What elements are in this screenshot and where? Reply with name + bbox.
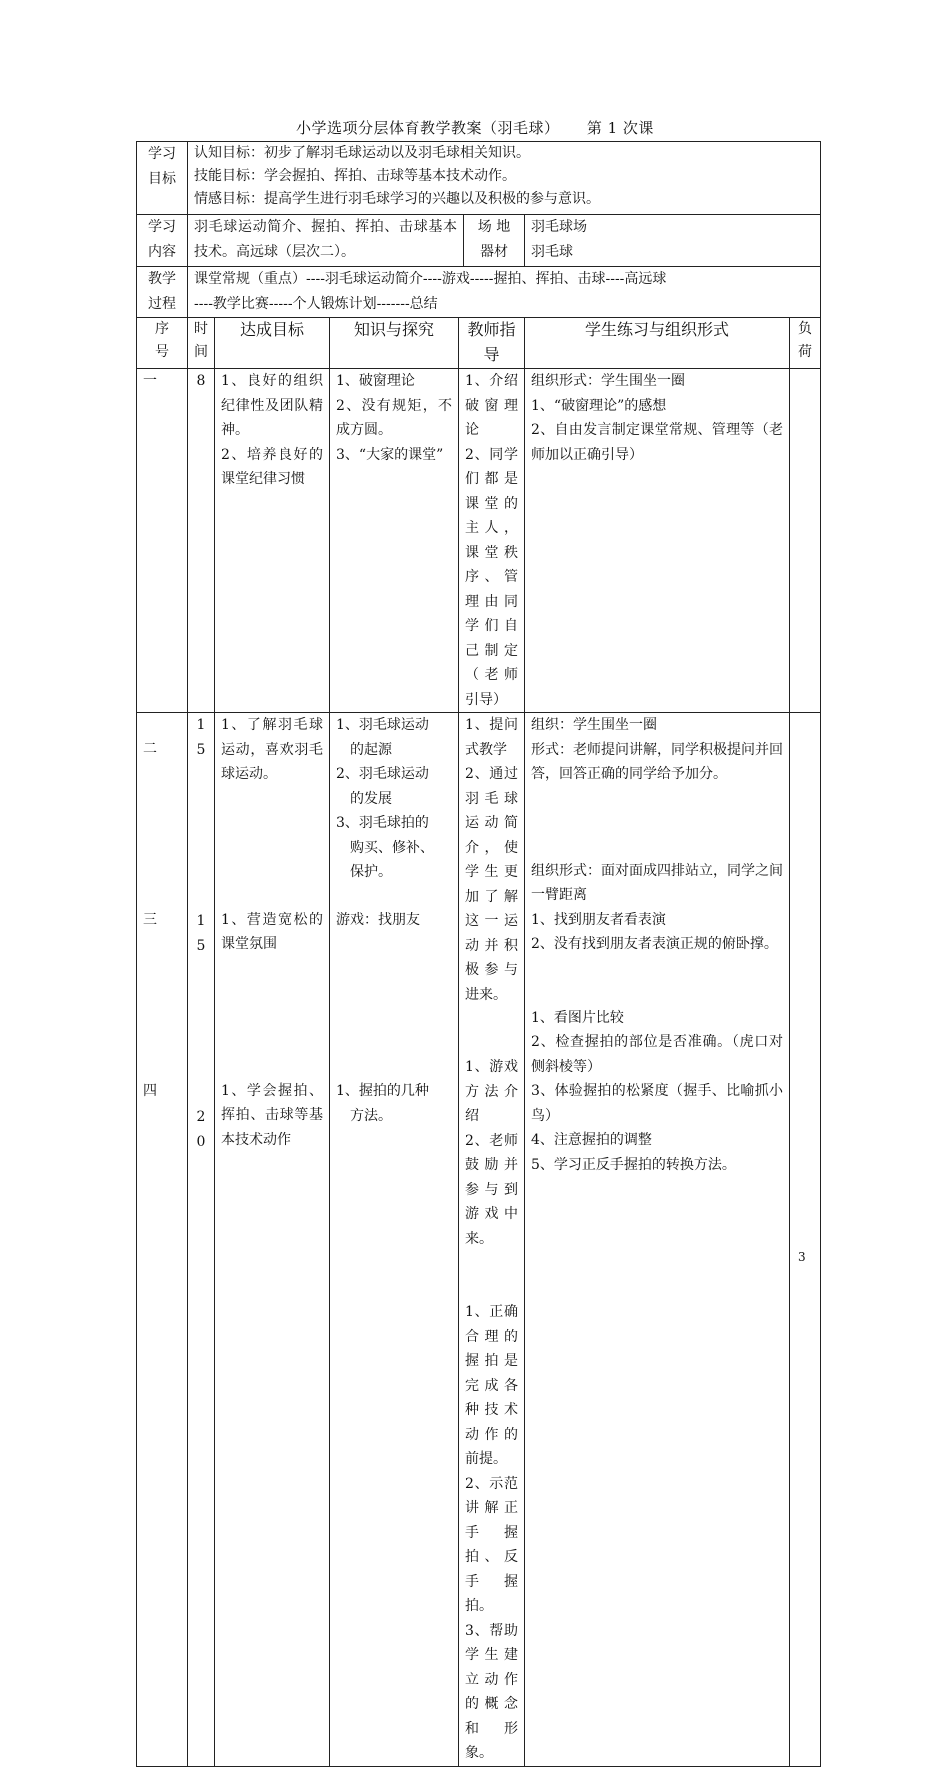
row-teacher: 1、介绍破窗理论 2、同学们都是课堂的主人，课堂秩序、管理由同学们自己制定（老师引导） [459,369,525,713]
teaching-process-row [137,267,821,318]
row-student: 组织形式：学生围坐一圈 1、“破窗理论”的感想 2、自由发言制定课堂常规、管理等（老师加以正确引导） [525,369,790,713]
row-goals: 1、良好的组织纪律性及团队精神。 2、培养良好的课堂纪律习惯 [215,369,330,713]
learning-goals-text [188,142,821,215]
equipment-value: 羽毛球 [531,243,573,260]
page-number: 3 [798,1250,806,1264]
row-seq: 二 三 四 [137,713,188,1767]
table-row [137,713,821,1767]
venue-value: 羽毛球场 [531,219,587,235]
venue-label: 场 地 器材 [464,215,525,267]
learning-content-text: 羽毛球运动简介、握拍、挥拍、击球基本技术。高远球（层次二）。 [188,215,464,267]
row-teacher: 1、提问式教学 2、通过羽毛球运动简介，使学生更加了解这一运动并积极参与进来。 1、游戏方法介绍 2、老师鼓励并参与到游戏中来。 1、正确合理的握拍是完成各种技术动作的前提。 2、示范讲解正手握拍、反手握拍。 3、帮助学生建立动作的概念和形象。 [459,713,525,1767]
row-load [790,369,821,713]
row-load [790,713,821,1767]
learning-goals-label: 学习 目标 [137,142,188,215]
header-student: 学生练习与组织形式 [525,318,790,369]
cognitive-goal: 认知目标：初步了解羽毛球运动以及羽毛球相关知识。 [194,145,530,161]
teaching-process-text: 课堂常规（重点）----羽毛球运动简介----游戏-----握拍、挥拍、击球----高远球 ----教学比赛-----个人锻炼计划-------总结 [188,267,821,318]
header-time: 时 间 [188,318,215,369]
teaching-process-label: 教学 过程 [137,267,188,318]
header-knowledge: 知识与探究 [330,318,459,369]
venue-equipment [525,215,821,267]
row-seq: 一 [137,369,188,713]
emotional-goal: 情感目标：提高学生进行羽毛球学习的兴趣以及积极的参与意识。 [194,191,600,207]
title-main: 小学选项分层体育教学教案（羽毛球） [296,119,560,137]
row-time: 1 5 1 5 2 0 [188,713,215,1767]
row-knowledge: 1、羽毛球运动 的起源 2、羽毛球运动 的发展 3、羽毛球拍的 购买、修补、 保护。 游戏：找朋友 1、握拍的几种 方法。 [330,713,459,1767]
title-lesson: 第 1 次课 [586,119,654,137]
learning-content-label: 学习 内容 [137,215,188,267]
header-load: 负 荷 [790,318,821,369]
learning-goals-row [137,142,821,215]
row-goals: 1、了解羽毛球运动，喜欢羽毛球运动。 1、营造宽松的课堂氛围 1、学会握拍、挥拍、击球等基本技术动作 [215,713,330,1767]
row-student: 组织：学生围坐一圈 形式：老师提问讲解，同学积极提问并回答，回答正确的同学给予加分。 组织形式：面对面成四排站立，同学之间一臂距离 1、找到朋友者看表演 2、没有找到朋友者表演正规的俯卧撑。 1、看图片比较 2、检查握拍的部位是否准确。（虎口对侧斜棱等） 3、体验握拍的松紧度（握手、比喻抓小鸟） 4、注意握拍的调整 5、学习正反手握拍的转换方法。 [525,713,790,1767]
document-title [0,118,950,138]
learning-content-row [137,215,821,267]
row-time: 8 [188,369,215,713]
header-seq: 序 号 [137,318,188,369]
row-knowledge: 1、破窗理论 2、没有规矩，不成方圆。 3、“大家的课堂” [330,369,459,713]
skill-goal: 技能目标：学会握拍、挥拍、击球等基本技术动作。 [194,168,516,184]
header-teacher: 教师指导 [459,318,525,369]
table-header-row [137,318,821,369]
table-row [137,369,821,713]
lesson-plan-table [136,141,821,1767]
header-goal: 达成目标 [215,318,330,369]
